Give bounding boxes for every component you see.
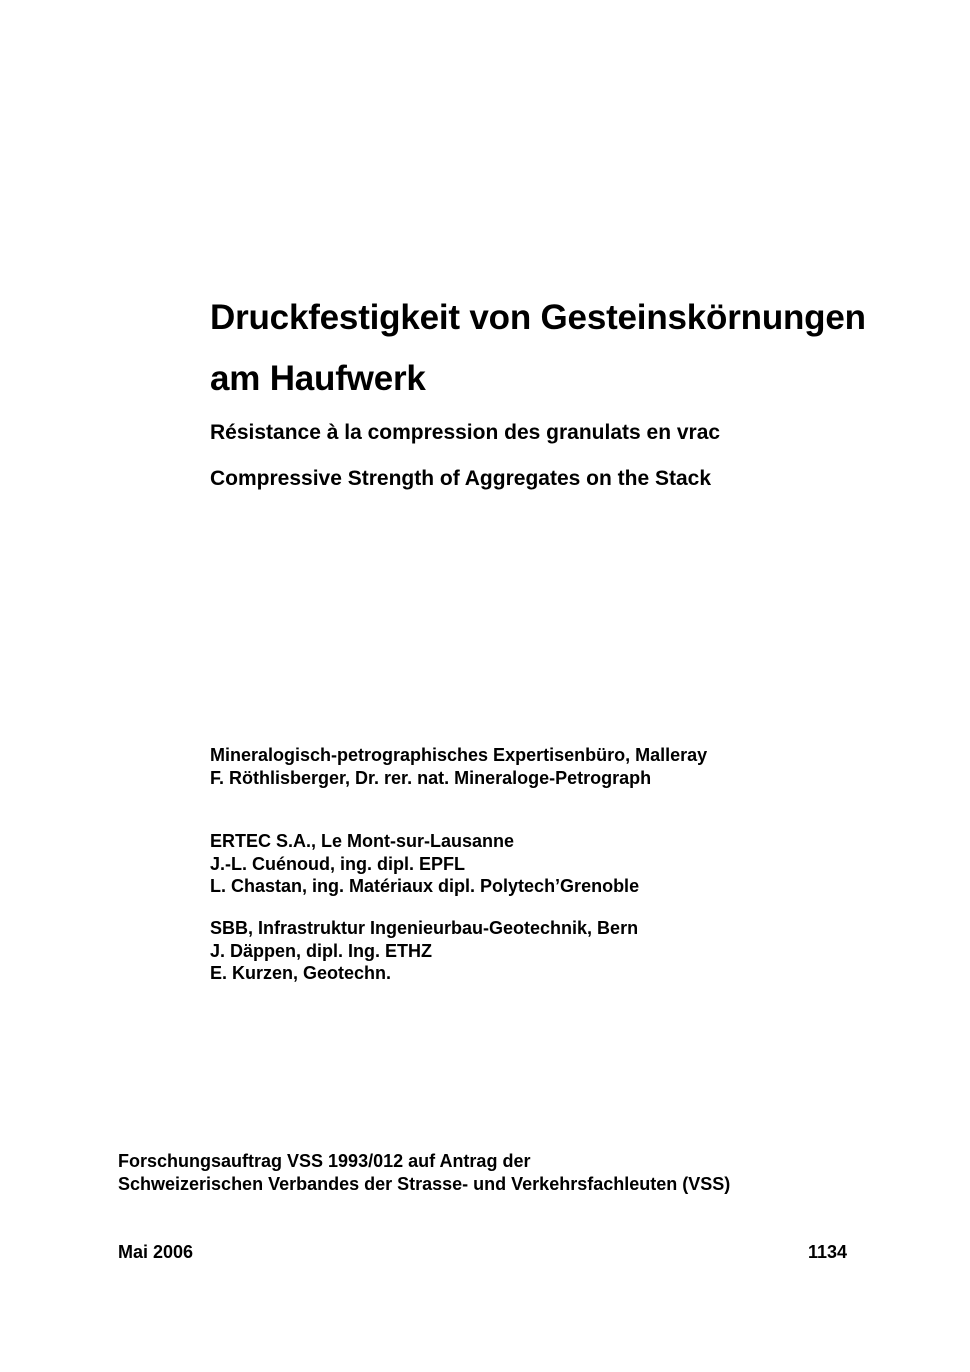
author-name: J.-L. Cuénoud, ing. dipl. EPFL xyxy=(210,853,465,874)
institution-name: Mineralogisch-petrographisches Expertisenbüro, Malleray xyxy=(210,745,708,765)
institution-name: ERTEC S.A., Le Mont-sur-Lausanne xyxy=(210,831,515,851)
title-line-2: am Haufwerk xyxy=(210,359,426,398)
subtitle-english: Compressive Strength of Aggregates on the Stack xyxy=(210,467,711,490)
publication-date: Mai 2006 xyxy=(118,1242,194,1262)
author-name: J. Däppen, dipl. Ing. ETHZ xyxy=(210,940,433,961)
author-name: L. Chastan, ing. Matériaux dipl. Polytech’Grenoble xyxy=(210,876,640,896)
commission-line-2: Schweizerischen Verbandes der Strasse- und Verkehrsfachleuten (VSS) xyxy=(118,1174,731,1194)
commission-line-1: Forschungsauftrag VSS 1993/012 auf Antrag der xyxy=(118,1151,531,1171)
author-block-1 xyxy=(210,744,707,789)
title-line-1: Druckfestigkeit von Gesteinskörnungen xyxy=(210,298,866,337)
report-number: 1134 xyxy=(808,1242,848,1262)
author-block-3 xyxy=(210,917,638,985)
author-block-2 xyxy=(210,830,639,898)
commission-note xyxy=(118,1150,730,1196)
author-name: F. Röthlisberger, Dr. rer. nat. Mineraloge-Petrograph xyxy=(210,767,652,788)
author-name: E. Kurzen, Geotechn. xyxy=(210,963,392,983)
subtitle-french: Résistance à la compression des granulats en vrac xyxy=(210,421,721,444)
institution-name: SBB, Infrastruktur Ingenieurbau-Geotechnik, Bern xyxy=(210,918,639,938)
